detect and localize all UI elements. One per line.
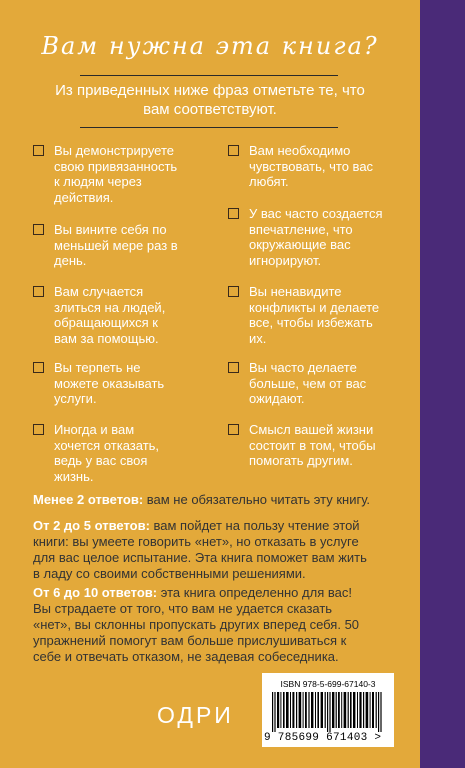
divider-top	[80, 75, 338, 76]
isbn-barcode	[262, 673, 394, 747]
checkbox-icon	[33, 362, 44, 373]
cover-title: Вам нужна эта книга?	[41, 32, 379, 60]
checklist-item-text: Иногда и вам хочется отказать, ведь у вас своя жизнь.	[54, 422, 160, 484]
result-paragraph-3	[33, 585, 393, 665]
checklist-item-text: Вы ненавидите конфликты и делаете все, чтобы избежать их.	[249, 284, 380, 346]
result-label: От 6 до 10 ответов:	[33, 585, 158, 600]
checklist-item-text: У вас часто создается впечатление, что окружающие вас игнорируют.	[249, 206, 383, 268]
barcode-digits: 9 785699 671403 >	[264, 732, 382, 744]
checkbox-icon	[33, 424, 44, 435]
checkbox-icon	[228, 362, 239, 373]
divider-bottom	[80, 127, 338, 128]
publisher-logo: ОДРИ	[157, 702, 234, 728]
checklist-item-text: Вы демонстрируете свою привязанность к людям через действия.	[54, 143, 178, 205]
checklist-item-text: Вы часто делаете больше, чем от вас ожидают.	[249, 360, 367, 406]
checkbox-icon	[228, 145, 239, 156]
checkbox-icon	[228, 286, 239, 297]
checkbox-icon	[33, 145, 44, 156]
checklist-item-text: Вам случается злиться на людей, обращающихся к вам за помощью.	[54, 284, 166, 346]
barcode-bars-icon	[272, 692, 384, 732]
checklist-item-text: Вы терпеть не можете оказывать услуги.	[54, 360, 165, 406]
result-label: От 2 до 5 ответов:	[33, 518, 150, 533]
result-text: вам пойдет на пользу чтение этой книги: вы умеете говорить «нет», но отказать в услуге для вас целое испытание. Эта книга поможет вам жить в ладу со своими собственными решениями.	[33, 518, 367, 581]
result-paragraph-2	[33, 518, 393, 582]
checklist-item-text: Вам необходимо чувствовать, что вас любят.	[249, 143, 374, 189]
result-label: Менее 2 ответов:	[33, 492, 144, 507]
checkbox-icon	[228, 208, 239, 219]
checkbox-icon	[228, 424, 239, 435]
cover-intro: Из приведенных ниже фраз отметьте те, что вам соответствуют.	[55, 82, 365, 118]
result-text: эта книга определенно для вас! Вы страдаете от того, что вам не удается сказать «нет», вы склонны пропускать других вперед себя. 50 упражнений помогут вам больше прислушиваться к себе и отвечать отказом, не задевая собеседника.	[33, 585, 360, 664]
result-paragraph-1	[33, 492, 393, 508]
checkbox-icon	[33, 286, 44, 297]
checkbox-icon	[33, 224, 44, 235]
checklist-item-text: Вы вините себя по меньшей мере раз в день.	[54, 222, 178, 268]
isbn-label: ISBN 978-5-699-67140-3	[280, 679, 376, 689]
checklist-item-text: Смысл вашей жизни состоит в том, чтобы помогать другим.	[249, 422, 376, 468]
result-text: вам не обязательно читать эту книгу.	[143, 492, 371, 507]
